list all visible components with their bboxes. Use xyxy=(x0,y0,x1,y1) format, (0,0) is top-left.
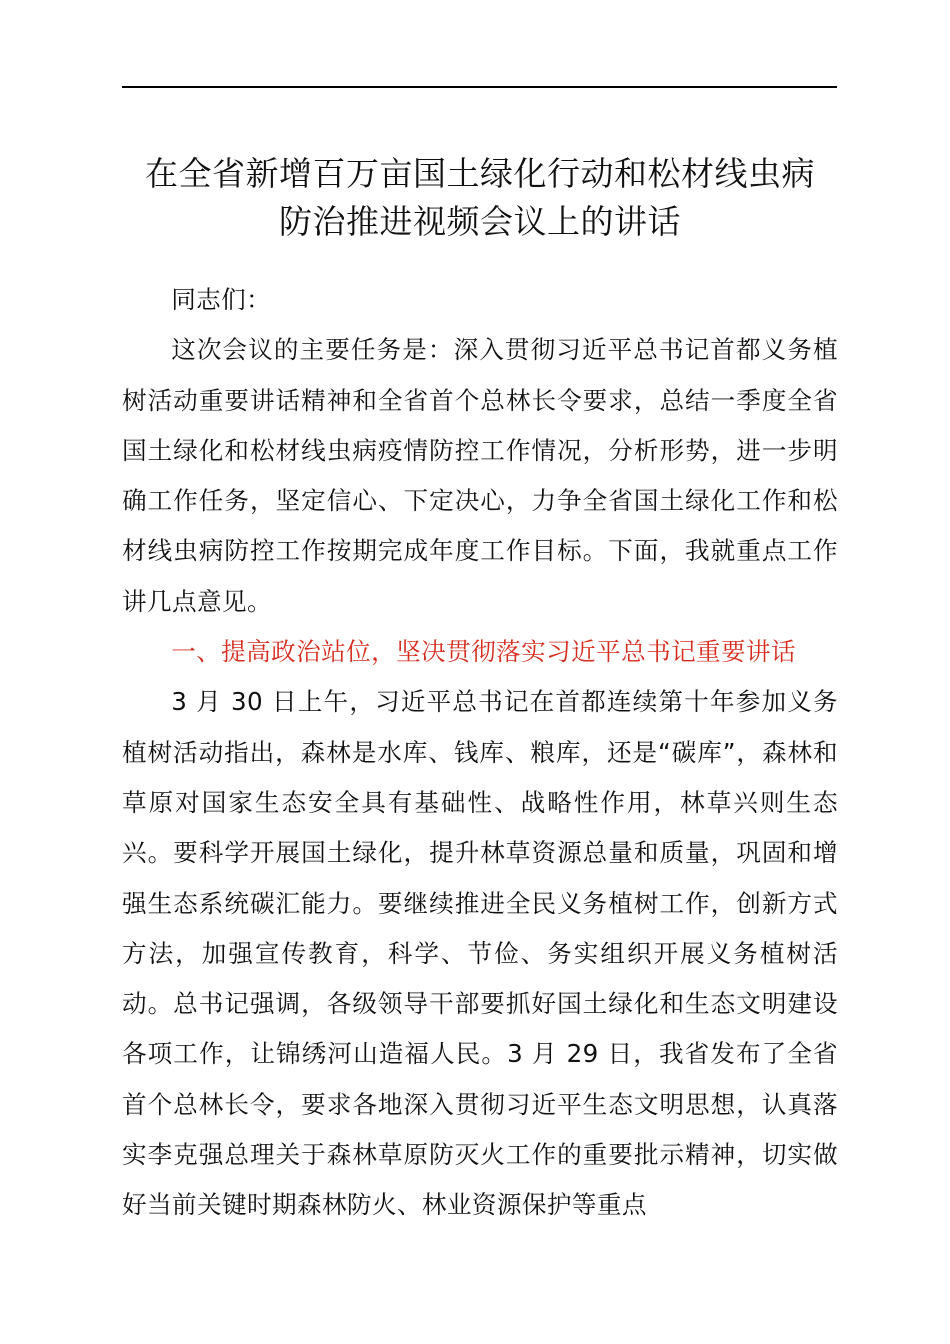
document-body xyxy=(122,275,838,1231)
document-title xyxy=(110,150,850,246)
section-1-paragraph: 3 月 30 日上午，习近平总书记在首都连续第十年参加义务植树活动指出，森林是水库、钱库、粮库，还是“碳库”，森林和草原对国家生态安全具有基础性、战略性作用，林草兴则生态兴。要科学开展国土绿化，提升林草资源总量和质量，巩固和增强生态系统碳汇能力。要继续推进全民义务植树工作，创新方式方法，加强宣传教育，科学、节俭、务实组织开展义务植树活动。总书记强调，各级领导干部要抓好国土绿化和生态文明建设各项工作，让锦绣河山造福人民。3 月 29 日，我省发布了全省首个总林长令，要求各地深入贯彻习近平生态文明思想，认真落实李克强总理关于森林草原防灭火工作的重要批示精神，切实做好当前关键时期森林防火、林业资源保护等重点 xyxy=(122,687,838,1220)
salutation: 同志们： xyxy=(171,285,272,314)
title-line-2: 防治推进视频会议上的讲话 xyxy=(279,202,681,241)
header-rule xyxy=(122,86,837,88)
section-1-heading: 一、提高政治站位，坚决贯彻落实习近平总书记重要讲话 xyxy=(171,637,797,667)
intro-paragraph: 这次会议的主要任务是：深入贯彻习近平总书记首都义务植树活动重要讲话精神和全省首个总林长令要求，总结一季度全省国土绿化和松材线虫病疫情防控工作情况，分析形势，进一步明确工作任务，坚定信心、下定决心，力争全省国土绿化工作和松材线虫病防控工作按期完成年度工作目标。下面，我就重点工作讲几点意见。 xyxy=(122,335,838,616)
title-line-1: 在全省新增百万亩国土绿化行动和松材线虫病 xyxy=(145,154,815,193)
